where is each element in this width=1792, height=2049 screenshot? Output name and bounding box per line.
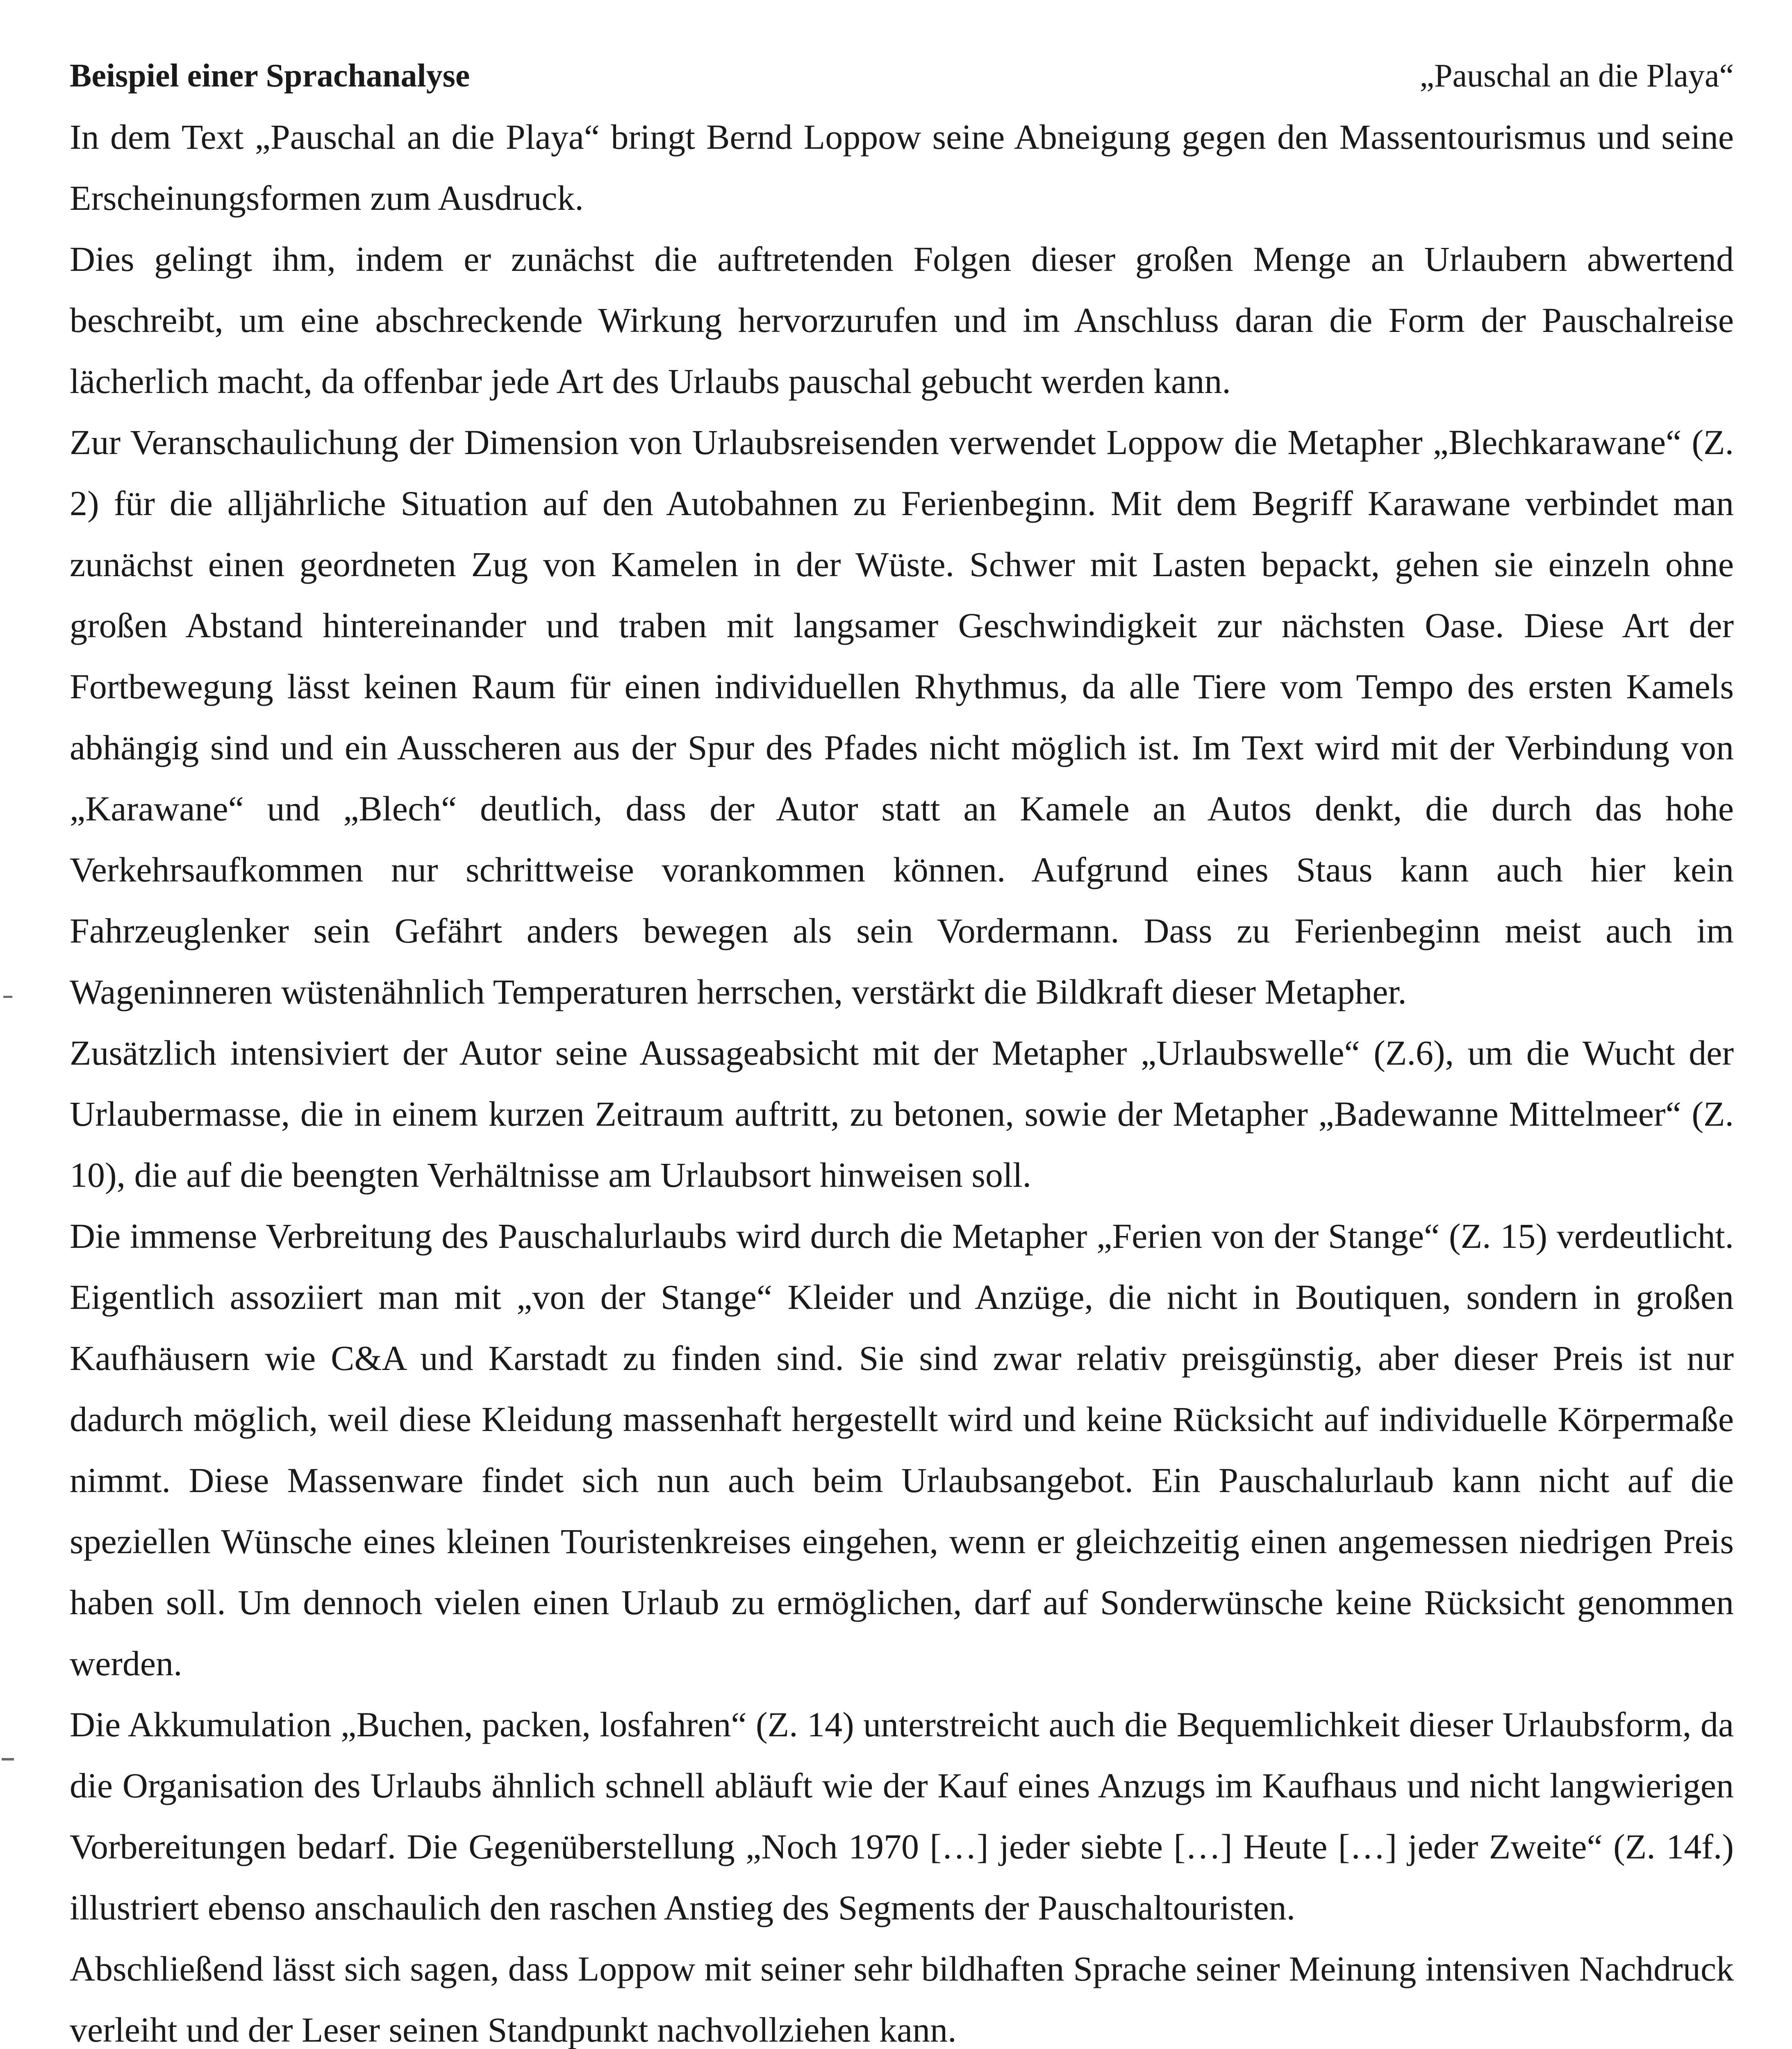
document-title: Beispiel einer Sprachanalyse [70, 58, 470, 94]
document-page [70, 45, 1734, 2049]
analysis-body [70, 107, 1734, 2049]
text-topic: „Pauschal an die Playa“ [1419, 58, 1734, 94]
paragraph-method: Dies gelingt ihm, indem er zunächst die auftretenden Folgen dieser großen Menge an Urlaubern abwertend beschreibt, um eine abschreckende Wirkung hervorzurufen und im Anschluss daran die Form der Pauschalreise lächerlich macht, da offenbar jede Art des Urlaubs pauschal gebucht werden kann. [70, 239, 1734, 401]
document-header [70, 45, 1734, 107]
paragraph-akkumulation: Die Akkumulation „Buchen, packen, losfahren“ (Z. 14) unterstreicht auch die Bequemlichkeit dieser Urlaubsform, da die Organisation des Urlaubs ähnlich schnell abläuft wie der Kauf eines Anzugs im Kaufhaus und nicht langwierigen Vorbereitungen bedarf. Die Gegenüberstellung „Noch 1970 […] jeder siebte […] Heute […] jeder Zweite“ (Z. 14f.) illustriert ebenso anschaulich den raschen Anstieg des Segments der Pauschaltouristen. [70, 1705, 1734, 1927]
paragraph-introduction: In dem Text „Pauschal an die Playa“ bringt Bernd Loppow seine Abneigung gegen den Massentourismus und seine Erscheinungsformen zum Ausdruck. [70, 117, 1734, 218]
paragraph-ferien-von-der-stange: Die immense Verbreitung des Pauschalurlaubs wird durch die Metapher „Ferien von der Stange“ (Z. 15) verdeutlicht. Eigentlich assoziiert man mit „von der Stange“ Kleider und Anzüge, die nicht in Boutiquen, sondern in großen Kaufhäusern wie C&A und Karstadt zu finden sind. Sie sind zwar relativ preisgünstig, aber dieser Preis ist nur dadurch möglich, weil diese Kleidung massenhaft hergestellt wird und keine Rücksicht auf individuelle Körpermaße nimmt. Diese Massenware findet sich nun auch beim Urlaubsangebot. Ein Pauschalurlaub kann nicht auf die speziellen Wünsche eines kleinen Touristenkreises eingehen, wenn er gleichzeitig einen angemessen niedrigen Preis haben soll. Um dennoch vielen einen Urlaub zu ermöglichen, darf auf Sonderwünsche keine Rücksicht genommen werden. [70, 1216, 1734, 1683]
paragraph-conclusion: Abschließend lässt sich sagen, dass Loppow mit seiner sehr bildhaften Sprache seiner Meinung intensiven Nachdruck verleiht und der Leser seinen Standpunkt nachvollziehen kann. [70, 1949, 1734, 2049]
scan-mark [3, 996, 12, 998]
paragraph-urlaubswelle: Zusätzlich intensiviert der Autor seine Aussageabsicht mit der Metapher „Urlaubswelle“ (Z.6), um die Wucht der Urlaubermasse, die in einem kurzen Zeitraum auftritt, zu betonen, sowie der Metapher „Badewanne Mittelmeer“ (Z. 10), die auf die beengten Verhältnisse am Urlaubsort hinweisen soll. [70, 1033, 1734, 1195]
paragraph-blechkarawane: Zur Veranschaulichung der Dimension von Urlaubsreisenden verwendet Loppow die Metapher „Blechkarawane“ (Z. 2) für die alljährliche Situation auf den Autobahnen zu Ferienbeginn. Mit dem Begriff Karawane verbindet man zunächst einen geordneten Zug von Kamelen in der Wüste. Schwer mit Lasten bepackt, gehen sie einzeln ohne großen Abstand hintereinander und traben mit langsamer Geschwindigkeit zur nächsten Oase. Diese Art der Fortbewegung lässt keinen Raum für einen individuellen Rhythmus, da alle Tiere vom Tempo des ersten Kamels abhängig sind und ein Ausscheren aus der Spur des Pfades nicht möglich ist. Im Text wird mit der Verbindung von „Karawane“ und „Blech“ deutlich, dass der Autor statt an Kamele an Autos denkt, die durch das hohe Verkehrsaufkommen nur schrittweise vorankommen können. Aufgrund eines Staus kann auch hier kein Fahrzeuglenker sein Gefährt anders bewegen als sein Vordermann. Dass zu Ferienbeginn meist auch im Wageninneren wüstenähnlich Temperaturen herrschen, verstärkt die Bildkraft dieser Metapher. [70, 423, 1734, 1011]
scan-mark [2, 1758, 14, 1761]
